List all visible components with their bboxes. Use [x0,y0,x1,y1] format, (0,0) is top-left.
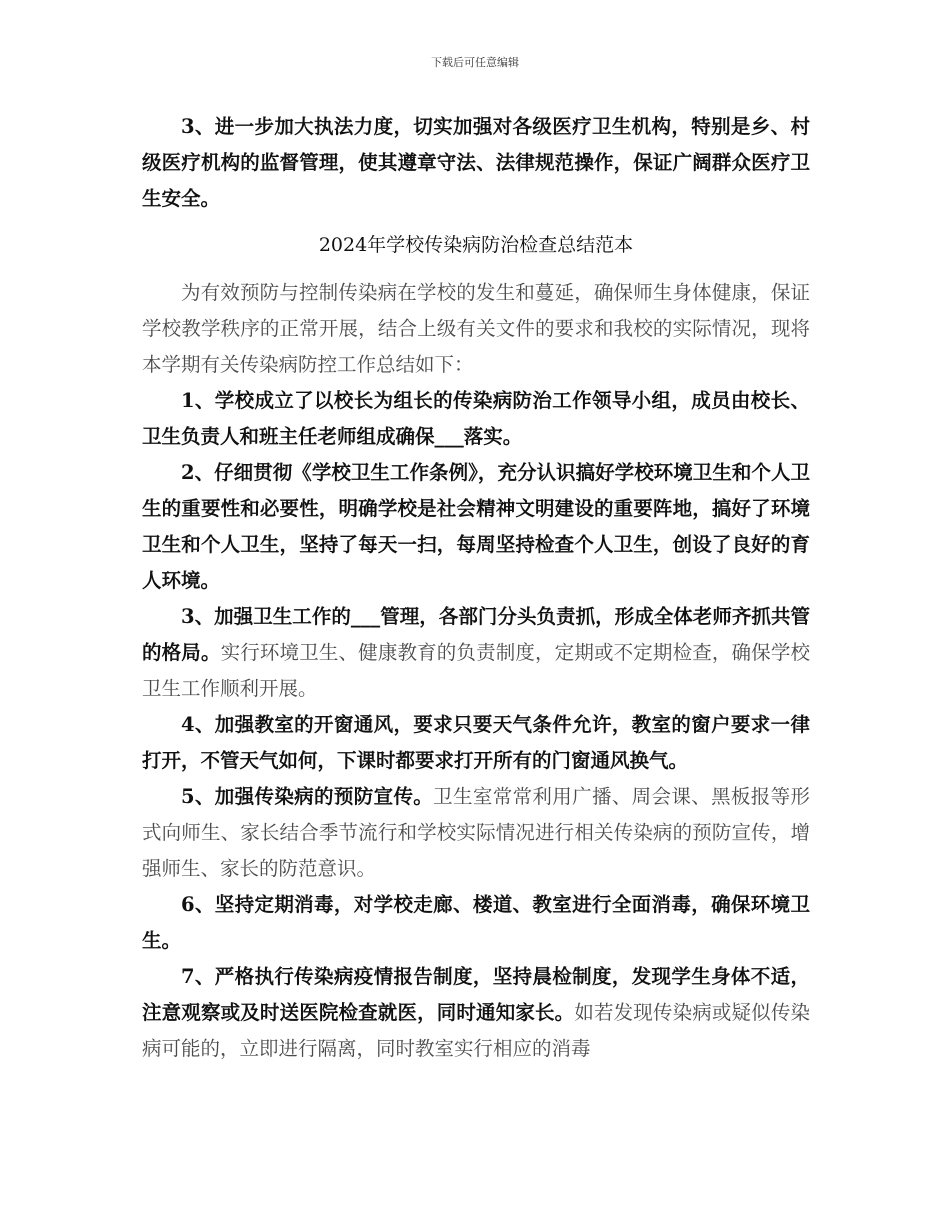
document-title: 2024年学校传染病防治检查总结范本 [318,234,634,256]
paragraph-item-1 [142,383,810,455]
paragraph-text: 3、进一步加大执法力度，切实加强对各级医疗卫生机构，特别是乡、村级医疗机构的监督管理，使其遵章守法、法律规范操作，保证广阔群众医疗卫生安全。 [142,115,810,210]
page-header: 下载后可任意编辑 [431,56,519,69]
paragraph-text: 2、仔细贯彻《学校卫生工作条例》，充分认识搞好学校环境卫生和个人卫生的重要性和必要性，明确学校是社会精神文明建设的重要阵地，搞好了环境卫生和个人卫生，坚持了每天一扫，每周坚持检查个人卫生，创设了良好的育人环境。 [142,461,810,592]
paragraph-text-bold: 5、加强传染病的预防宣传。 [181,785,434,808]
paragraph-text: 4、加强教室的开窗通风，要求只要天气条件允许，教室的窗户要求一律打开，不管天气如何，下课时都要求打开所有的门窗通风换气。 [142,713,810,772]
paragraph-text-light: 如若发现传染病或疑似传染病可能的，立即进行隔离，同时教室实行相应的消毒 [142,1001,810,1060]
paragraph-text-light: 卫生室常常利用广播、周会课、黑板报等形式向师生、家长结合季节流行和学校实际情况进行相关传染病的预防宣传，增强师生、家长的防范意识。 [142,785,810,880]
paragraph-item-3 [142,599,810,707]
paragraph-item-4 [142,707,810,779]
paragraph-item-5 [142,779,810,887]
paragraph-item-3-enforcement [142,109,810,217]
paragraph-text-bold: 7、严格执行传染病疫情报告制度，坚持晨检制度，发现学生身体不适，注意观察或及时送医院检查就医，同时通知家长。 [142,965,810,1024]
intro-paragraph: 为有效预防与控制传染病在学校的发生和蔓延，确保师生身体健康，保证学校教学秩序的正常开展，结合上级有关文件的要求和我校的实际情况，现将本学期有关传染病防控工作总结如下： [142,281,810,376]
paragraph-item-6 [142,887,810,959]
paragraph-text: 1、学校成立了以校长为组长的传染病防治工作领导小组，成员由校长、卫生负责人和班主任老师组成确保___落实。 [142,389,810,448]
paragraph-text: 6、坚持定期消毒，对学校走廊、楼道、教室进行全面消毒，确保环境卫生。 [142,893,810,952]
paragraph-text-light: 实行环境卫生、健康教育的负责制度，定期或不定期检查，确保学校卫生工作顺利开展。 [142,641,810,700]
document-body [142,109,810,1067]
paragraph-text-bold: 3、加强卫生工作的___管理，各部门分头负责抓，形成全体老师齐抓共管的格局。 [142,605,810,664]
paragraph-item-2 [142,455,810,599]
paragraph-item-7 [142,959,810,1067]
